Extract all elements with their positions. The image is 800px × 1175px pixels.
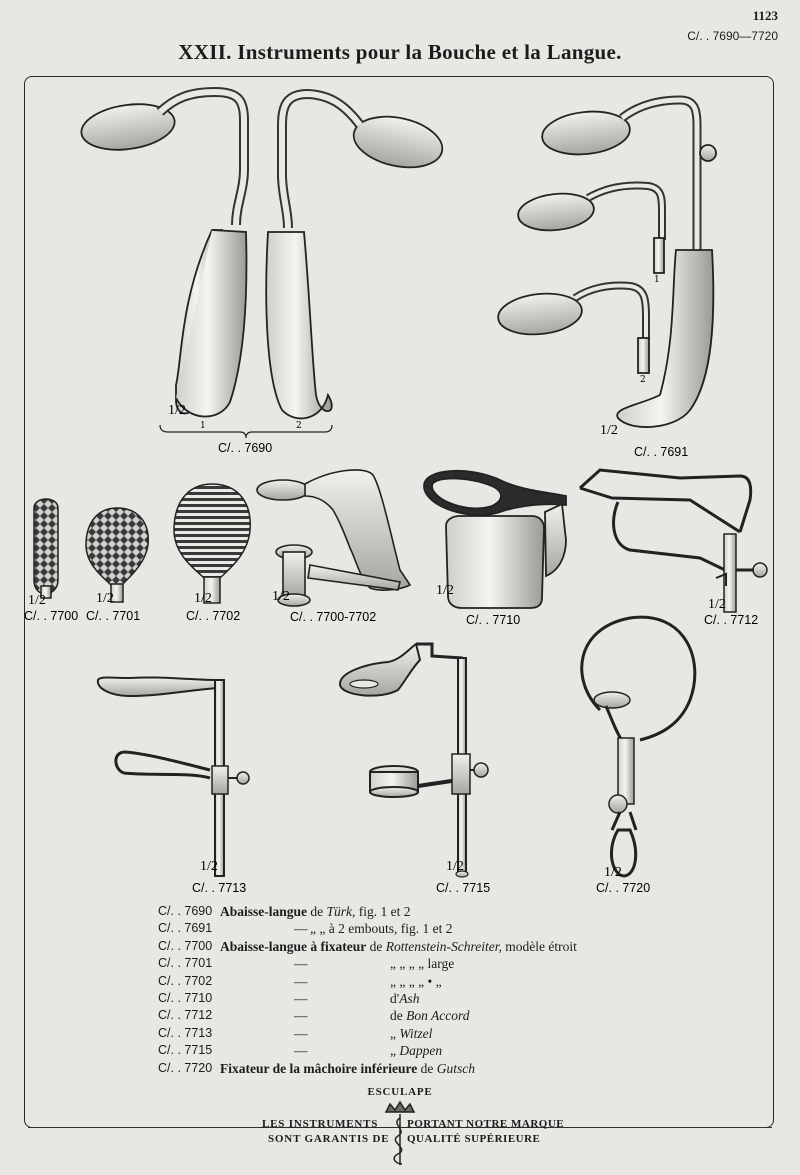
guarantee-line2-right: QUALITÉ SUPÉRIEURE xyxy=(407,1133,541,1145)
fig-7710-scale: 1/2 xyxy=(436,583,454,598)
legend-dash: — xyxy=(294,990,308,1006)
legend-code: C/. . 7701 xyxy=(158,956,213,971)
fig-7690-sub1: 1 xyxy=(200,421,206,431)
figure-7712 xyxy=(580,470,767,612)
fig-7712-scale: 1/2 xyxy=(708,597,726,612)
fig-7691-sub1: 1 xyxy=(654,275,660,285)
fig-7702-caption: C/. . 7702 xyxy=(186,609,241,623)
legend-code: C/. . 7710 xyxy=(158,990,213,1005)
fig-7710-caption: C/. . 7710 xyxy=(466,613,521,627)
figure-7690 xyxy=(78,92,447,438)
legend-dash: — xyxy=(294,1025,308,1041)
figure-7720 xyxy=(582,617,695,876)
footer-rule-left xyxy=(28,1127,260,1128)
legend-dash: — xyxy=(294,1043,308,1059)
legend-rest: „ Dappen xyxy=(390,1043,443,1059)
fig-7690-sub2: 2 xyxy=(296,421,302,431)
fig-7690-scale: 1/2 xyxy=(168,403,186,418)
legend-desc: Fixateur de la mâchoire inférieure de Gutsch xyxy=(220,1060,475,1076)
legend-code: C/. . 7715 xyxy=(158,1043,213,1058)
guarantee-line1-right: PORTANT NOTRE MARQUE xyxy=(407,1118,565,1130)
brand-name: ESCULAPE xyxy=(367,1086,433,1098)
fig-7700-caption: C/. . 7700 xyxy=(24,609,79,623)
fig-7713-caption: C/. . 7713 xyxy=(192,881,247,895)
legend-rest: „ Witzel xyxy=(390,1025,433,1041)
fig-7700-7702-caption: C/. . 7700-7702 xyxy=(290,610,377,624)
legend-code: C/. . 7690 xyxy=(158,904,213,918)
figure-7691 xyxy=(496,100,716,427)
fig-7720-scale: 1/2 xyxy=(604,865,622,880)
legend-code: C/. . 7720 xyxy=(158,1060,213,1075)
legend-code: C/. . 7691 xyxy=(158,921,213,936)
figure-7713 xyxy=(98,677,249,876)
legend-code: C/. . 7713 xyxy=(158,1025,213,1040)
fig-7691-sub2: 2 xyxy=(640,375,646,385)
fig-7702-scale: 1/2 xyxy=(194,591,212,606)
fig-7691-scale: 1/2 xyxy=(600,423,618,438)
fig-7720-caption: C/. . 7720 xyxy=(596,881,651,895)
page-title: XXII. Instruments pour la Bouche et la Langue. xyxy=(178,40,622,64)
legend-rest: „ „ à 2 embouts, fig. 1 et 2 xyxy=(310,921,453,937)
fig-7691-caption: C/. . 7691 xyxy=(634,445,689,459)
legend-desc: Abaisse-langue à fixateur de Rottenstein-Schreiter, modèle étroit xyxy=(220,938,577,954)
fig-7701-caption: C/. . 7701 xyxy=(86,609,141,623)
fig-7701-scale: 1/2 xyxy=(96,591,114,606)
page-number: 1123 xyxy=(752,8,778,23)
fig-7712-caption: C/. . 7712 xyxy=(704,613,759,627)
legend-dash: — xyxy=(294,921,308,937)
legend-rest: d'Ash xyxy=(390,990,420,1006)
legend-code: C/. . 7712 xyxy=(158,1008,213,1023)
legend-rest: de Bon Accord xyxy=(390,1008,470,1024)
legend-code: C/. . 7702 xyxy=(158,973,213,988)
guarantee-line1-left: LES INSTRUMENTS xyxy=(262,1118,379,1130)
figure-7702 xyxy=(174,484,250,603)
figure-7700-7702 xyxy=(257,470,410,606)
legend-desc: Abaisse-langue de Türk, fig. 1 et 2 xyxy=(220,904,411,919)
catalog-range: C/. . 7690—7720 xyxy=(687,29,778,43)
fig-7700-7702-scale: 1/2 xyxy=(272,589,290,604)
legend-dash: — xyxy=(294,973,308,989)
figure-7701 xyxy=(86,508,148,602)
fig-7700-scale: 1/2 xyxy=(28,593,46,608)
fig-7713-scale: 1/2 xyxy=(200,859,218,874)
legend-code: C/. . 7700 xyxy=(158,938,213,953)
guarantee-line2-left: SONT GARANTIS DE xyxy=(268,1133,390,1145)
figure-7715 xyxy=(340,644,488,877)
legend-dash: — xyxy=(294,1008,308,1024)
footer-rule-right xyxy=(540,1127,772,1128)
fig-7715-caption: C/. . 7715 xyxy=(436,881,491,895)
figure-7700 xyxy=(34,499,58,598)
legend-rest: „ „ „ „ • „ xyxy=(390,973,442,989)
fig-7715-scale: 1/2 xyxy=(446,859,464,874)
fig-7690-caption: C/. . 7690 xyxy=(218,441,273,455)
legend-dash: — xyxy=(294,956,308,972)
legend-rest: „ „ „ „ large xyxy=(390,956,455,972)
